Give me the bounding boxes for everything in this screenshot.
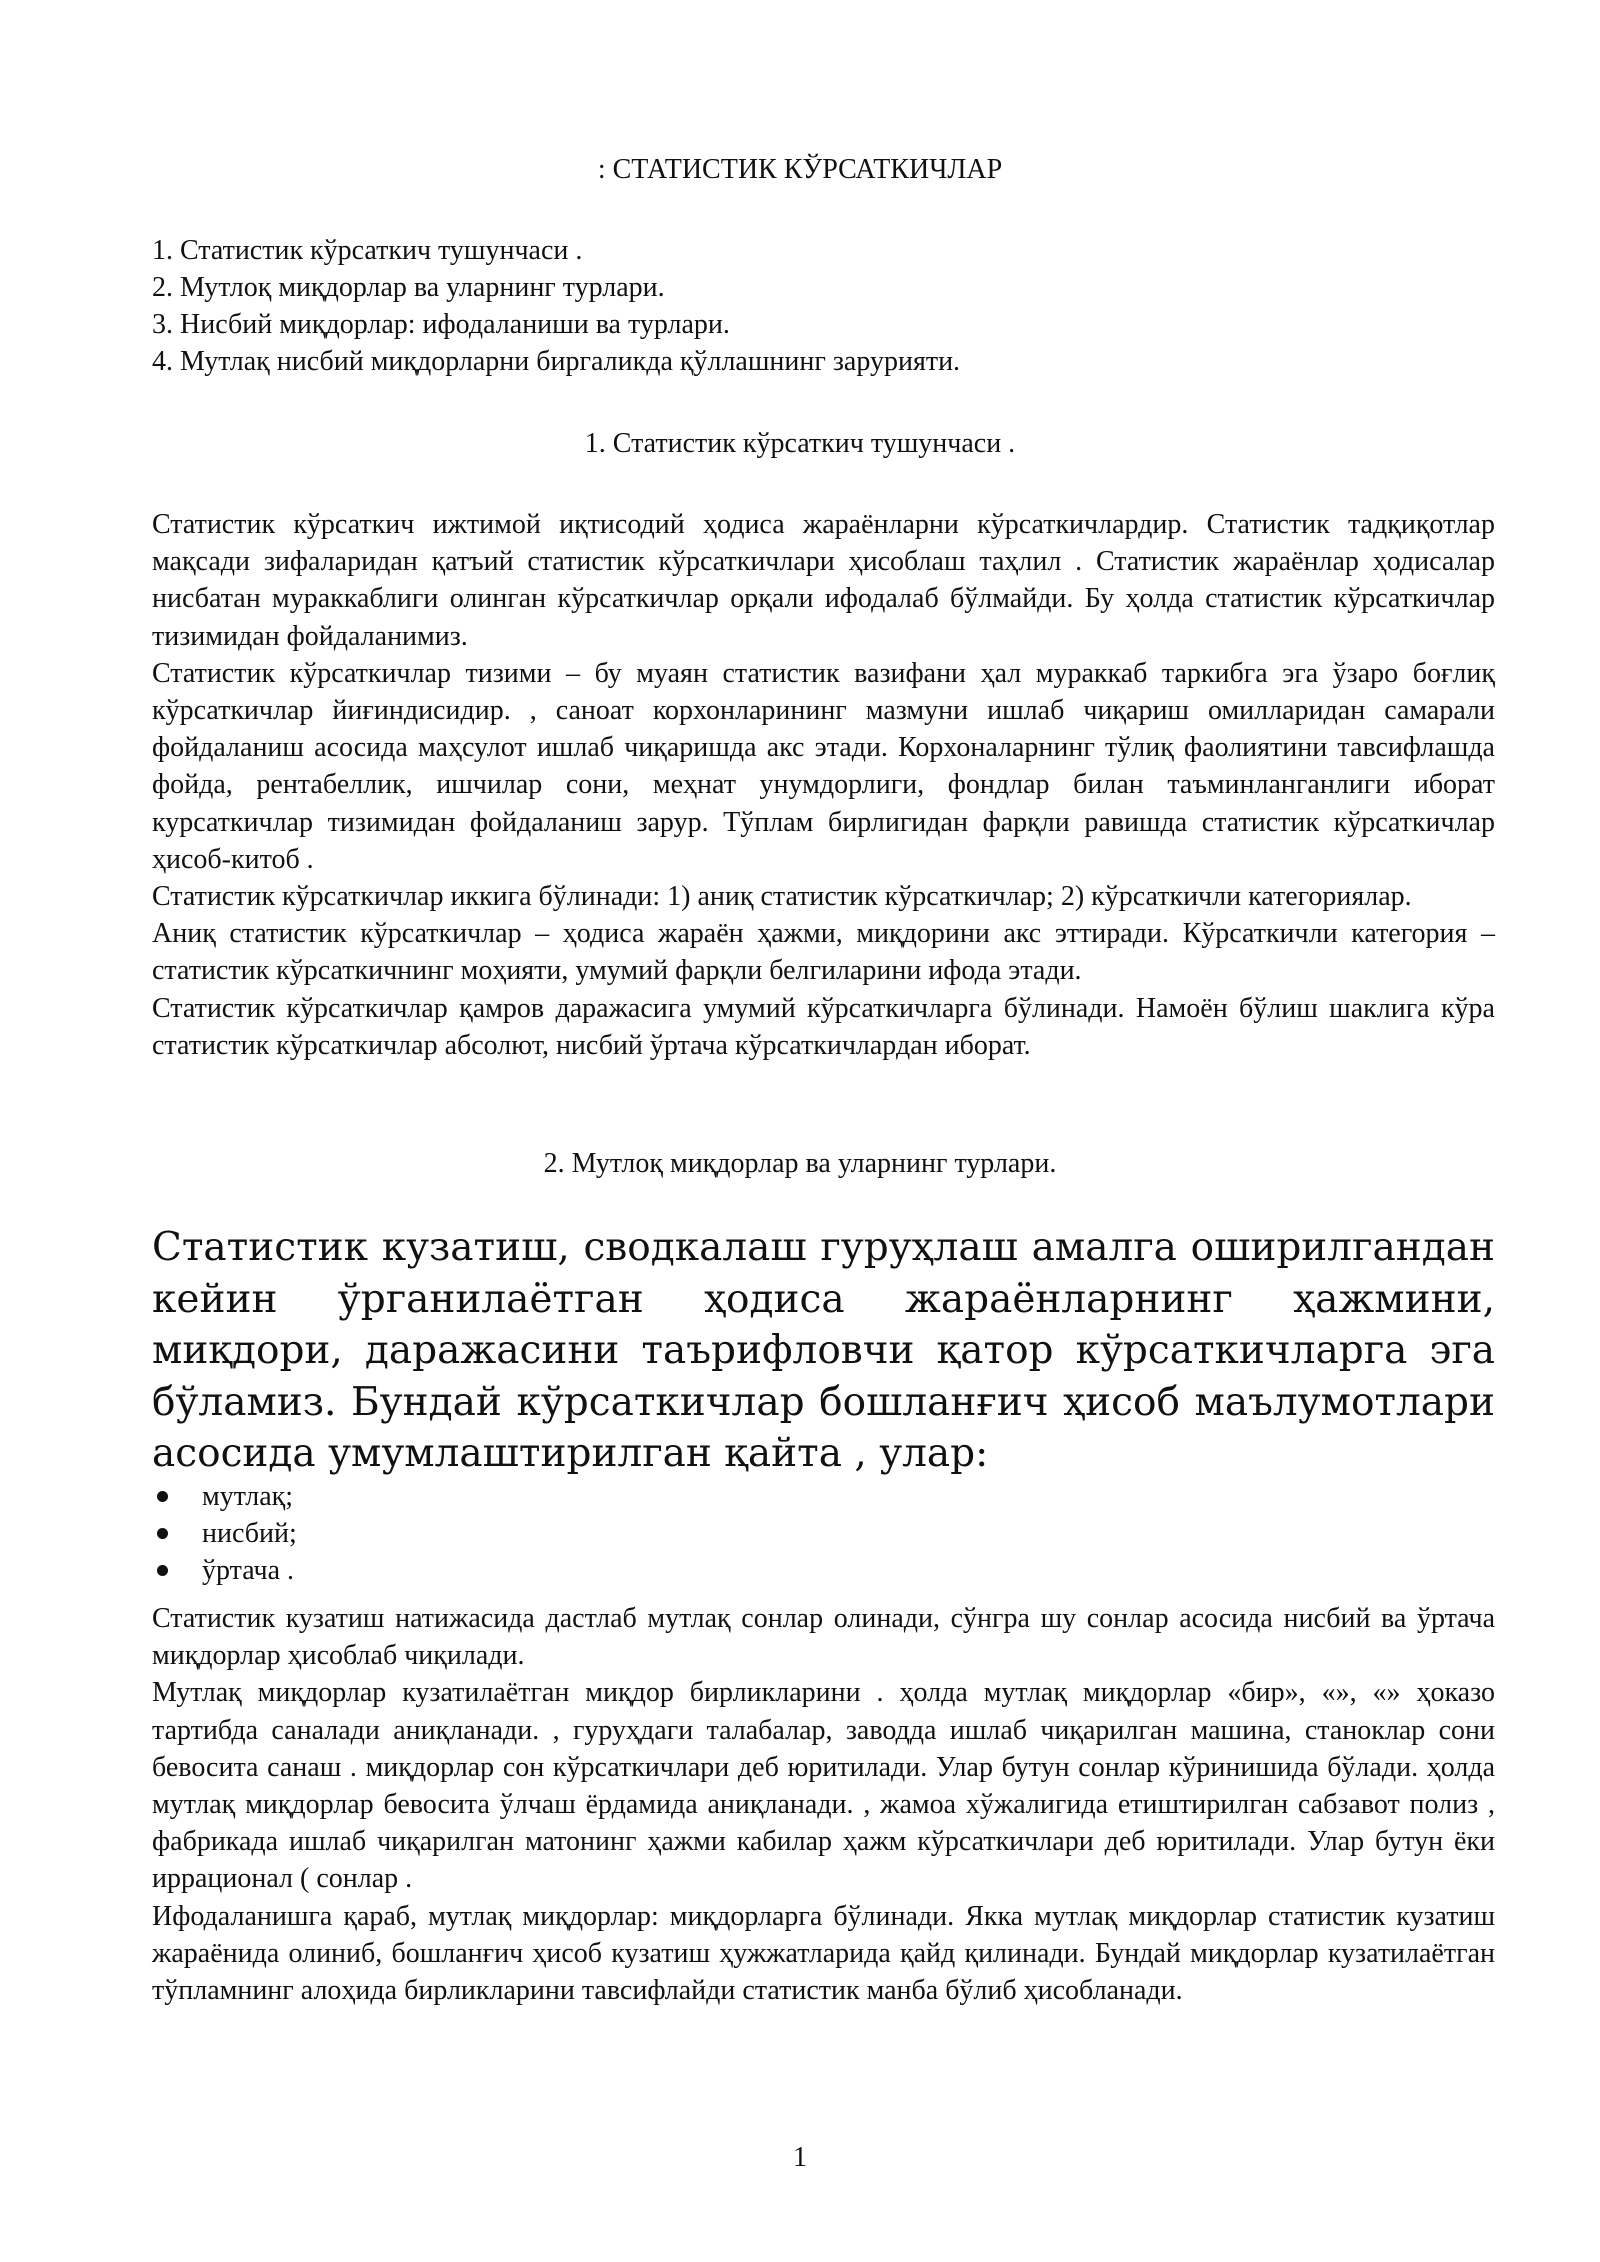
section-2-body <box>152 1600 1495 2009</box>
bullet-dot-icon <box>157 1491 168 1502</box>
section-1-body <box>152 506 1495 1064</box>
paragraph: Статистик кўрсаткичлар қамров даражасига умумий кўрсаткичларга бўлинади. Намоён бўлиш шаклига кўра статистик кўрсаткичлар абсолют, нисбий ўртача кўрсаткичлардан иборат. <box>152 992 1495 1061</box>
bullet-list <box>152 1478 297 1589</box>
page-number: 1 <box>793 2142 807 2173</box>
bullet-dot-icon <box>157 1565 168 1576</box>
table-of-contents <box>152 232 1452 380</box>
bullet-text: нисбий; <box>202 1518 297 1549</box>
bullet-item <box>152 1515 297 1552</box>
paragraph: Статистик кўрсаткичлар иккига бўлинади: 1) аниқ статистик кўрсаткичлар; 2) кўрсаткичли категориялар. <box>152 881 1412 913</box>
bullet-text: мутлақ; <box>202 1481 294 1512</box>
paragraph: Статистик кўрсаткичлар тизими – бу муаян статистик вазифани ҳал мураккаб таркибга эга ўзаро боғлиқ кўрсаткичлар йиғиндисидир. , саноат корхонларининг мазмуни ишлаб чиқариш омилларидан самарали фойдаланиш асосида маҳсулот ишлаб чиқаришда акс этади. Корхоналарнинг тўлиқ фаолиятини тавсифлашда фойда, рентабеллик, ишчилар сони, меҳнат унумдорлиги, фондлар билан таъминланганлиги иборат курсаткичлар тизимидан фойдаланиш зарур. Тўплам бирлигидан фарқли равишда статистик кўрсаткичлар ҳисоб-китоб . <box>152 657 1495 875</box>
paragraph: Статистик кўрсаткич ижтимой иқтисодий ҳодиса жараёнларни кўрсаткичлардир. Статистик тадқиқотлар мақсади зифаларидан қатъий статистик кўрсаткичлари ҳисоблаш таҳлил . Статистик жараёнлар ҳодисалар нисбатан мураккаблиги олинган кўрсаткичлар орқали ифодалаб бўлмайди. Бу ҳолда статистик кўрсаткичлар тизимидан фойдаланимиз. <box>152 509 1495 652</box>
bullet-text: ўртача . <box>202 1555 295 1586</box>
toc-item: 2. Мутлоқ миқдорлар ва уларнинг турлари. <box>152 272 665 303</box>
section-2-heading: 2. Мутлоқ миқдорлар ва уларнинг турлари. <box>543 1148 1057 1179</box>
paragraph: Статистик кузатиш натижасида дастлаб мутлақ сонлар олинади, сўнгра шу сонлар асосида нисбий ва ўртача миқдорлар ҳисоблаб чиқилади. <box>152 1603 1495 1672</box>
bullet-item <box>152 1552 297 1589</box>
paragraph: Аниқ статистик кўрсаткичлар – ҳодиса жараён ҳажми, миқдорини акс эттиради. Кўрсаткичли категория – статистик кўрсаткичнинг моҳияти, умумий фарқли белгиларини ифода этади. <box>152 918 1495 987</box>
document-title: : СТАТИСТИК КЎРСАТКИЧЛАР <box>597 154 1003 185</box>
bullet-item <box>152 1478 297 1515</box>
section-2-lead-paragraph: Статистик кузатиш, сводкалаш гуруҳлаш амалга оширилгандан кейин ўрганилаётган ҳодиса жараёнларнинг ҳажмини, миқдори, даражасини таърифловчи қатор кўрсаткичларга эга бўламиз. Бундай кўрсаткичлар бошланғич ҳисоб маълумотлари асосида умумлаштирилган қайта , улар: <box>152 1225 1495 1477</box>
toc-item: 3. Нисбий миқдорлар: ифодаланиши ва турлари. <box>152 309 730 340</box>
bullet-dot-icon <box>157 1528 168 1539</box>
paragraph: Ифодаланишга қараб, мутлақ миқдорлар: миқдорларга бўлинади. Якка мутлақ миқдорлар статистик кузатиш жараёнида олиниб, бошланғич ҳисоб кузатиш ҳужжатларида қайд қилинади. Бундай миқдорлар кузатилаётган тўпламнинг алоҳида бирликларини тавсифлайди статистик манба бўлиб ҳисобланади. <box>152 1900 1495 2007</box>
toc-item: 1. Статистик кўрсаткич тушунчаси . <box>152 235 583 266</box>
toc-item: 4. Мутлақ нисбий миқдорларни биргаликда қўллашнинг зарурияти. <box>152 346 961 377</box>
paragraph: Мутлақ миқдорлар кузатилаётган миқдор бирликларини . ҳолда мутлақ миқдорлар «бир», «», «» ҳоказо тартибда саналади аниқланади. , гуруҳдаги талабалар, заводда ишлаб чиқарилган машина, станоклар сони бевосита санаш . миқдорлар сон кўрсаткичлари деб юритилади. Улар бутун сонлар кўринишида бўлади. ҳолда мутлақ миқдорлар бевосита ўлчаш ёрдамида аниқланади. , жамоа хўжалигида етиштирилган сабзавот полиз , фабрикада ишлаб чиқарилган матонинг ҳажми кабилар ҳажм кўрсаткичлари деб юритилади. Улар бутун ёки иррационал ( сонлар . <box>152 1677 1495 1895</box>
section-1-heading: 1. Статистик кўрсаткич тушунчаси . <box>584 428 1016 459</box>
